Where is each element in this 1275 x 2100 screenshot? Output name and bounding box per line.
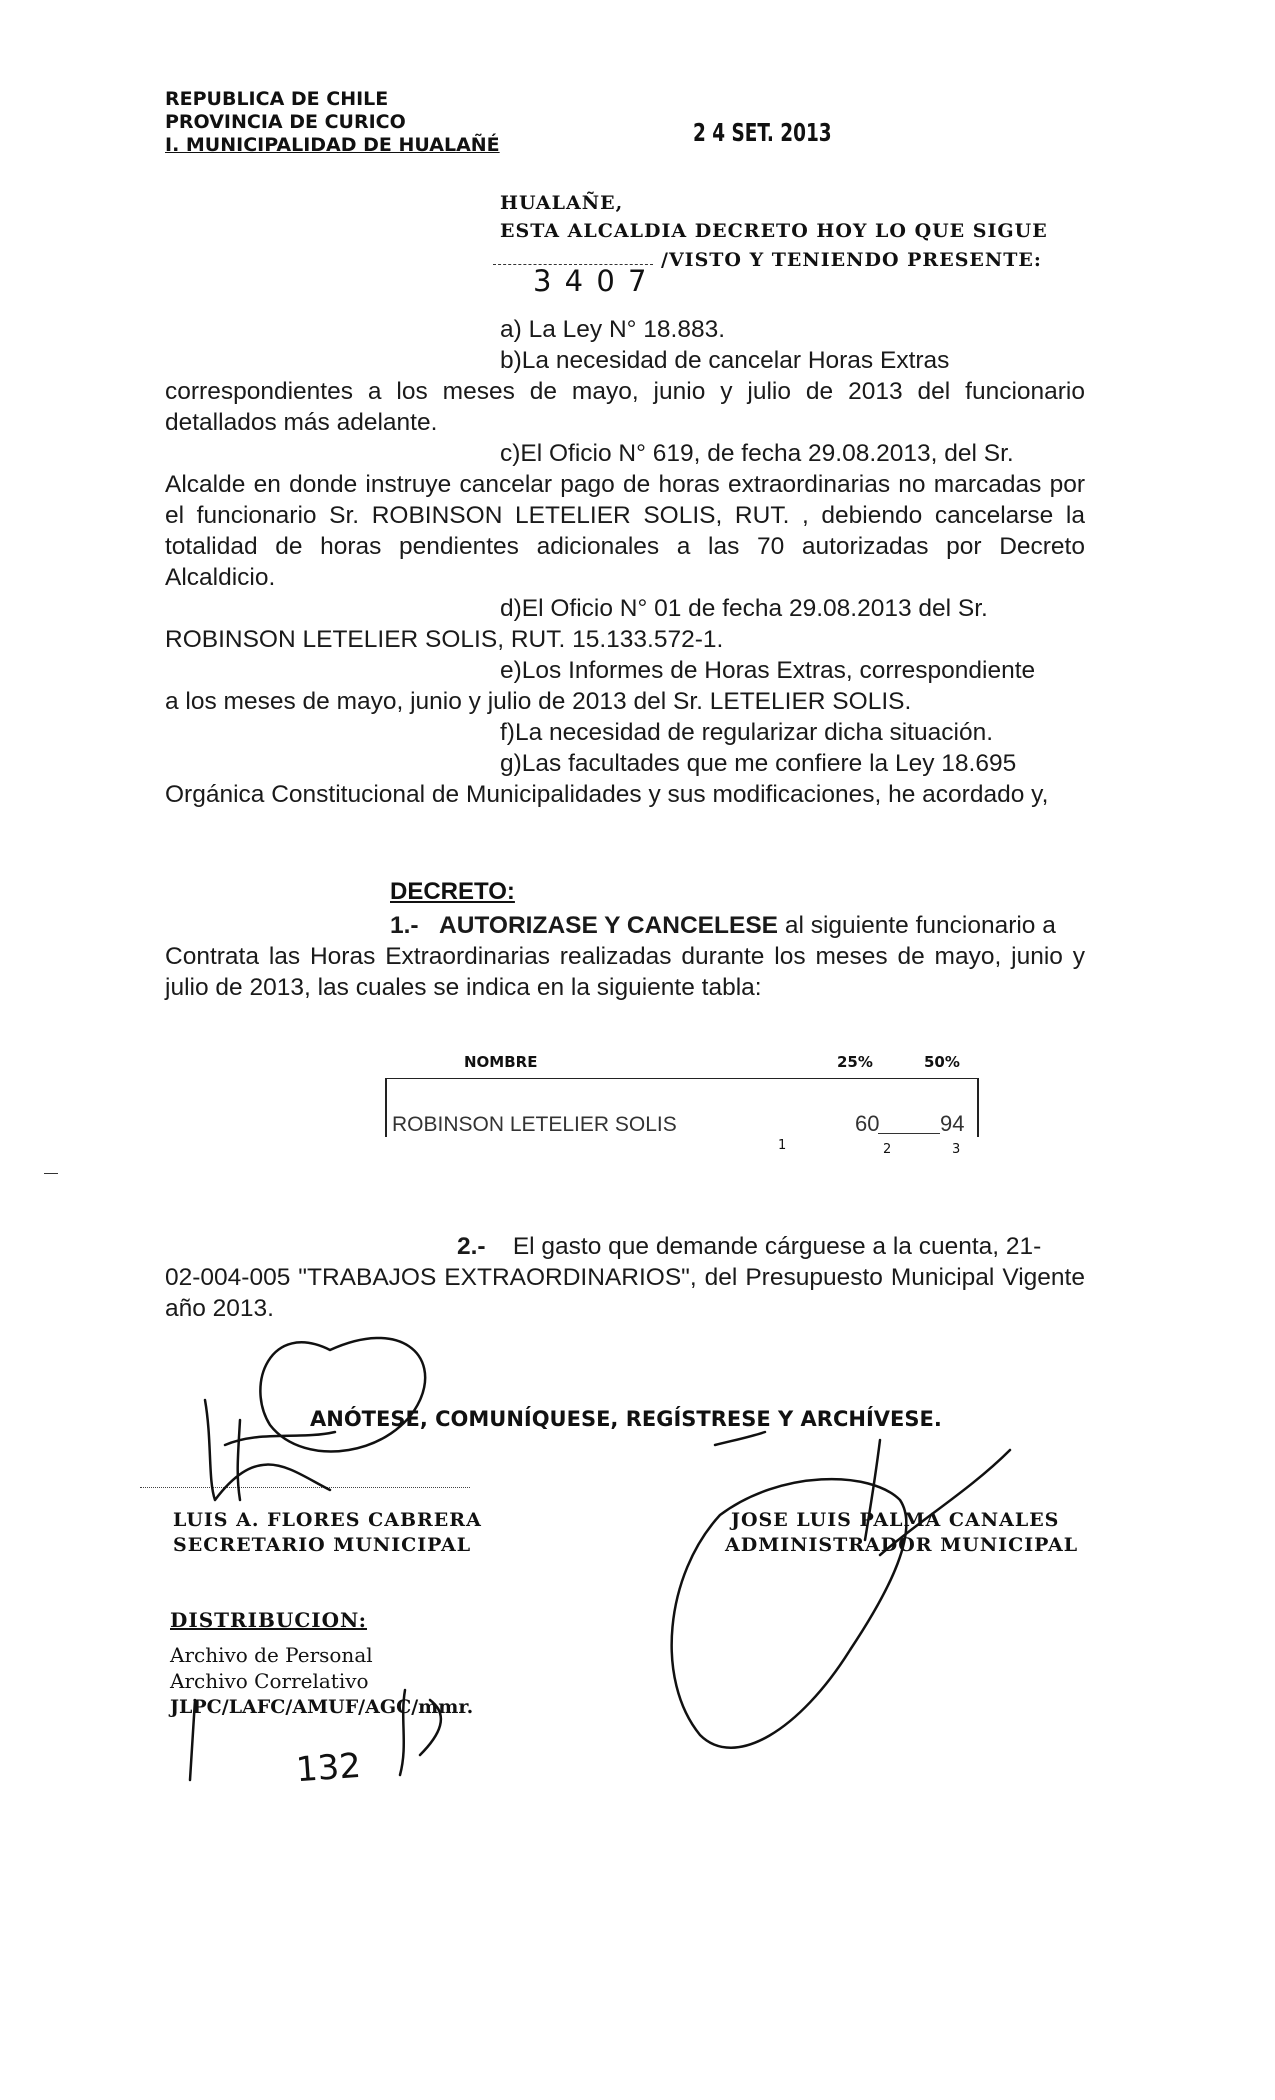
left-signer-name: LUIS A. FLORES CABRERA [173,1509,482,1531]
distribution-title: DISTRIBUCION: [170,1608,367,1632]
right-signature-stroke-1 [865,1440,880,1540]
table-col-index-1: 1 [778,1138,787,1153]
item-a: a) La Ley N° 18.883. [500,316,725,343]
header-republica: REPUBLICA DE CHILE [165,88,389,110]
item1-num: 1.- [390,912,419,939]
left-signer-title: SECRETARIO MUNICIPAL [173,1534,472,1556]
table-col-index-2: 2 [883,1142,892,1157]
distribution-initials: JLPC/LAFC/AMUF/AGC/mmr. [170,1696,474,1718]
item2-first: El gasto que demande cárguese a la cuenta, 21- [512,1233,1042,1260]
item-d-rest: ROBINSON LETELIER SOLIS, RUT. 15.133.572-1. [165,626,724,653]
right-signer-name: JOSE LUIS PALMA CANALES [731,1509,1060,1531]
decree-number: 3 4 0 7 [533,264,649,298]
item-g-first: g)Las facultades que me confiere la Ley 18.695 [500,750,1017,777]
distribution-signature [190,1690,441,1780]
city-line: HUALAÑE, [500,192,624,214]
right-signature-loop [672,1479,907,1748]
left-signature-loop [260,1338,425,1452]
item-f: f)La necesidad de regularizar dicha situación. [500,719,994,746]
handwritten-folio: 132 [294,1745,363,1791]
distribution-line-2: Archivo Correlativo [170,1669,369,1693]
item-b-rest: correspondientes a los meses de mayo, junio y julio de 2013 del funcionario detallados más adelante. [165,378,1085,436]
item2-num: 2.- [457,1233,486,1260]
item-c-first: c)El Oficio N° 619, de fecha 29.08.2013, del Sr. [500,440,1014,467]
right-signature-stroke-2 [880,1450,1010,1555]
item-b-first: b)La necesidad de cancelar Horas Extras [500,347,950,374]
table-row-name: ROBINSON LETELIER SOLIS [392,1113,677,1136]
item-d-first: d)El Oficio N° 01 de fecha 29.08.2013 del Sr. [500,595,988,622]
item1-rest: Contrata las Horas Extraordinarias realizadas durante los meses de mayo, junio y julio de 2013, las cuales se indica en la siguiente tabla: [165,943,1085,1001]
right-signature-dash [715,1432,765,1445]
item2-rest: 02-004-005 "TRABAJOS EXTRAORDINARIOS", del Presupuesto Municipal Vigente año 2013. [165,1264,1085,1322]
item-c-rest: Alcalde en donde instruye cancelar pago de horas extraordinarias no marcadas por el funcionario Sr. ROBINSON LETELIER SOLIS, RUT. , debiendo cancelarse la totalidad de horas pendientes adicionales a las 70 autorizadas por Decreto Alcaldicio. [165,471,1085,591]
table-header-50: 50% [924,1053,960,1071]
table-header-nombre: NOMBRE [464,1053,538,1071]
closing-formula: ANÓTESE, COMUNÍQUESE, REGÍSTRESE Y ARCHÍVESE. [310,1407,942,1431]
table-header-25: 25% [837,1053,873,1071]
decreto-title: DECRETO: [390,878,515,905]
table-row-25: 60 [855,1111,880,1136]
right-signer-title: ADMINISTRADOR MUNICIPAL [725,1534,1079,1556]
item-e-first: e)Los Informes de Horas Extras, correspondiente [500,657,1036,684]
header-municipalidad: I. MUNICIPALIDAD DE HUALAÑÉ [165,134,500,156]
decree-intro: ESTA ALCALDIA DECRETO HOY LO QUE SIGUE [500,220,1048,242]
visto-heading: /VISTO Y TENIENDO PRESENTE: [661,249,1042,271]
distribution-line-1: Archivo de Personal [170,1643,373,1667]
header-provincia: PROVINCIA DE CURICO [165,111,406,133]
table-row-50: 94 [940,1111,965,1136]
item1-first: al siguiente funcionario a [784,912,1056,939]
item-g-rest: Orgánica Constitucional de Municipalidades y sus modificaciones, he acordado y, [165,781,1049,808]
date-stamp: 2 4 SET. 2013 [693,118,832,147]
item1-bold: AUTORIZASE Y CANCELESE [439,912,778,939]
table-col-index-3: 3 [952,1142,961,1157]
item-e-rest: a los meses de mayo, junio y julio de 2013 del Sr. LETELIER SOLIS. [165,688,912,715]
